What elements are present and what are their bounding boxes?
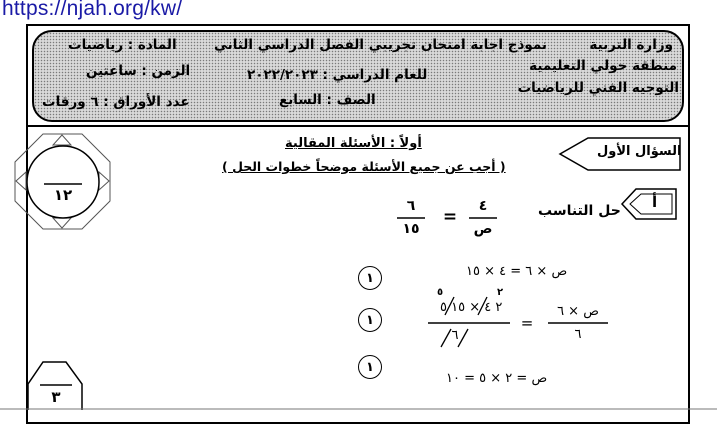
- header-department: التوجيه الفني للرياضيات: [517, 80, 679, 96]
- mark-circle-3: ١: [358, 355, 382, 379]
- score-bottom-total: ٣: [51, 388, 61, 406]
- mark-circle-2: ١: [358, 308, 382, 332]
- part-letter: أ: [652, 193, 658, 211]
- score-medallion-top: [15, 134, 110, 229]
- question-one-tag: السؤال الأول: [597, 144, 682, 159]
- step2-right-numerator: ٢ ٤ × ١٥ ٥: [440, 300, 503, 315]
- header-subject: المادة : رياضيات: [68, 37, 177, 53]
- header-exam-title: نموذج اجابة امتحان تجريبي الفصل الدراسي الثاني: [214, 37, 547, 53]
- solution-step-3: ص = ٢ × ٥ = ١٠: [446, 371, 548, 386]
- proportion-left-numerator: ٤: [478, 198, 488, 214]
- section-title: أولاً : الأسئلة المقالية: [285, 136, 422, 151]
- score-top-total: ١٢: [53, 186, 73, 204]
- header-duration: الزمن : ساعتين: [86, 63, 191, 79]
- header-ministry: وزارة التربية: [589, 37, 673, 53]
- step2-equals: =: [520, 314, 534, 332]
- step2-cancel-result-b: ٢: [497, 287, 504, 298]
- header-academic-year: للعام الدراسي : ٢٠٢٢/٢٠٢٣: [247, 67, 428, 83]
- instruction: ( أجب عن جميع الأسئلة موضحاً خطوات الحل ): [222, 159, 506, 174]
- proportion-right-denominator: ١٥: [402, 221, 420, 237]
- header-pages: عدد الأوراق : ٦ ورقات: [42, 94, 190, 110]
- step2-right-denominator: ٦: [451, 328, 459, 343]
- step2-cancel-result-a: ٥: [437, 287, 444, 298]
- solution-step-1: ص × ٦ = ٤ × ١٥: [466, 264, 568, 279]
- mark-circle-1: ١: [358, 266, 382, 290]
- part-label: حل التناسب: [538, 203, 621, 219]
- proportion-right-numerator: ٦: [406, 198, 416, 214]
- step2-left-denominator: ٦: [574, 327, 582, 342]
- header-grade: الصف : السابع: [279, 92, 376, 108]
- proportion-left-denominator: ص: [473, 221, 493, 237]
- header-district: منطقة حولي التعليمية: [529, 58, 677, 74]
- proportion-equals: =: [442, 207, 458, 227]
- source-url[interactable]: https://njah.org/kw/: [2, 0, 183, 20]
- step2-left-numerator: ص × ٦: [557, 304, 599, 319]
